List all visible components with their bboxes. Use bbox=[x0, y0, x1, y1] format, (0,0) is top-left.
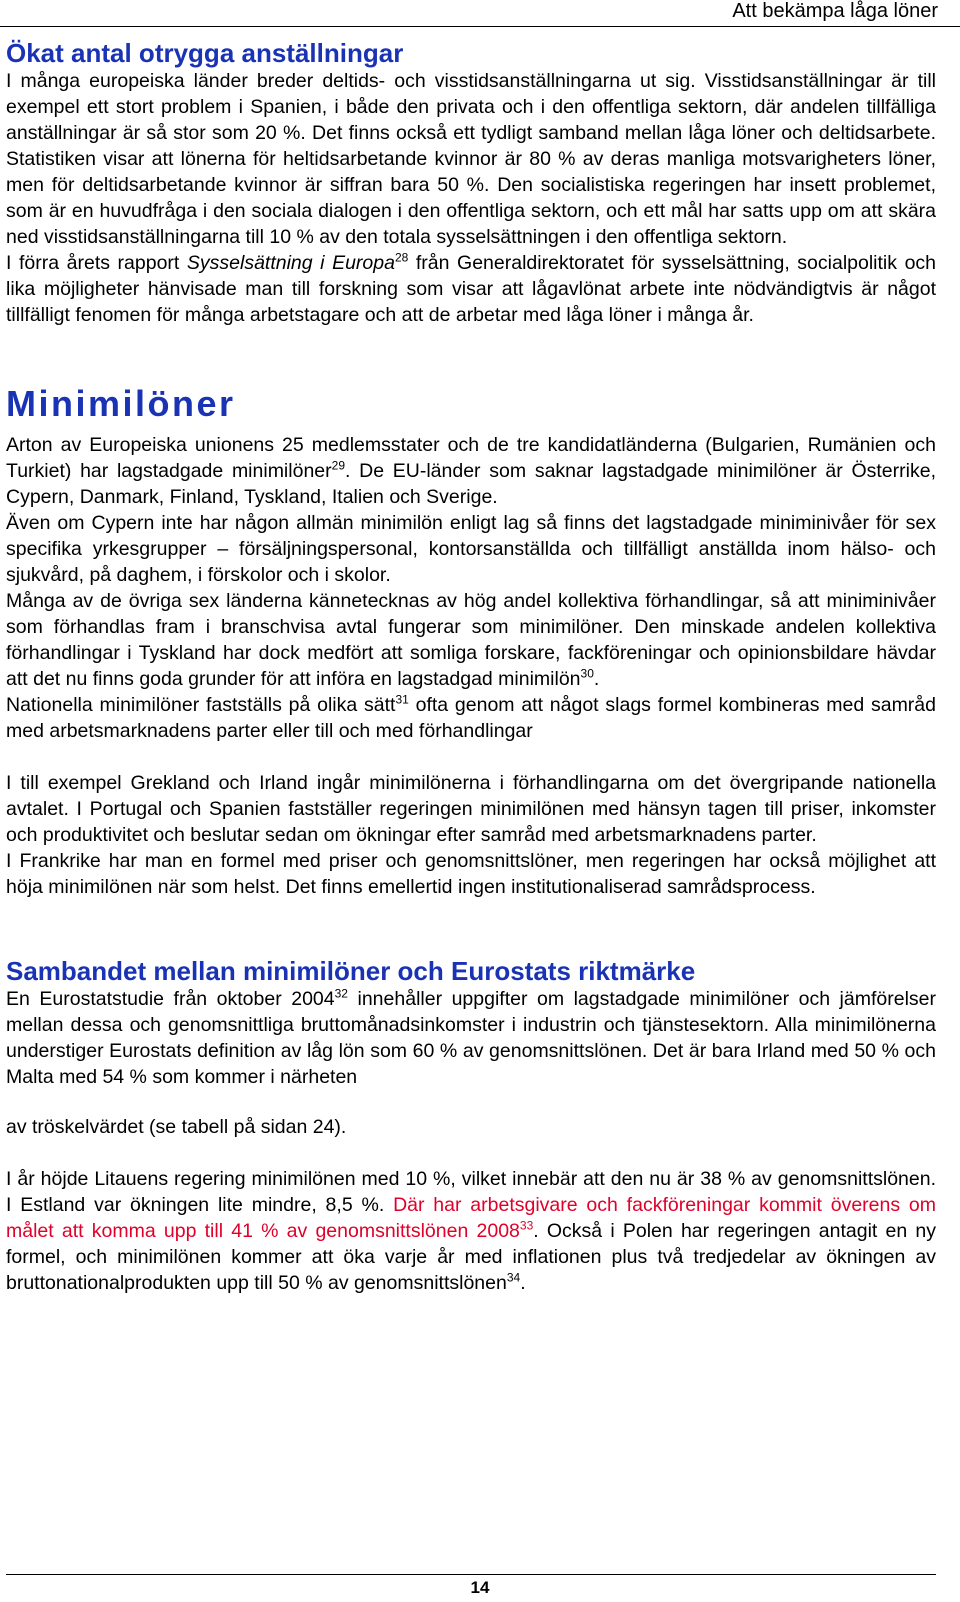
section-heading-eurostat-benchmark: Sambandet mellan minimilöner och Eurostats riktmärke bbox=[6, 956, 696, 986]
footnote-ref: 30 bbox=[580, 666, 594, 681]
running-title: Att bekämpa låga löner bbox=[732, 0, 938, 22]
footer-rule bbox=[6, 1574, 936, 1575]
header-rule bbox=[0, 26, 960, 27]
page-header bbox=[0, 0, 960, 24]
paragraph: av tröskelvärdet (se tabell på sidan 24). bbox=[6, 1116, 347, 1138]
section-heading-minimum-wages: Minimilöner bbox=[6, 383, 236, 424]
section-heading-insecure-jobs: Ökat antal otrygga anställningar bbox=[6, 38, 404, 68]
footnote-ref: 29 bbox=[331, 458, 345, 473]
paragraph: I förra årets rapport Sysselsättning i Europa$^{28}$ från Generaldirektoratet för sysselsättning, socialpolitik och lika möjligheter hänvisade man till forskning som visar att lågavlönat arbete inte nödvändigtvis är något tillfälligt fenomen för många arbetstagare och att de arbetar med låga löner i många år. bbox=[6, 250, 937, 326]
paragraph: I många europeiska länder breder deltids- och visstidsanställningarna ut sig. Visstidsanställningar är till exempel ett stort problem i Spanien, i både den privata och i den offentliga sektorn, där andelen tillfälliga anställningar är så stor som 20 %. Det finns också ett tydligt samband mellan låga löner och deltidsarbete. Statistiken visar att lönerna för heltidsarbetande kvinnor är 80 % av deras manliga motsvarigheters löner, men för deltidsarbetande kvinnor är siffran bara 50 %. Den socialistiska regeringen har insett problemet, som är en huvudfråga i den sociala dialogen i den offentliga sektorn, och ett mål har satts upp om att skära ned visstidsanställningarna till 10 % av den totala sysselsättningen i den offentliga sektorn. bbox=[6, 70, 936, 248]
paragraph: Även om Cypern inte har någon allmän minimilön enligt lag så finns det lagstadgade miniminivåer för sex specifika yrkesgrupper – försäljningspersonal, kontorsanställda och tillfälligt anställda inom hälso- och sjukvård, på daghem, i förskolor och i skolor. bbox=[6, 512, 936, 586]
footnote-ref: 31 bbox=[395, 692, 409, 707]
footnote-ref: 33 bbox=[519, 1218, 534, 1233]
paragraph: I Frankrike har man en formel med priser och genomsnittslöner, men regeringen har också möjlighet att höja minimilönen när som helst. Det finns emellertid ingen institutionaliserad samrådsprocess. bbox=[6, 850, 936, 898]
highlighted-text: Där har arbetsgivare och fackföreningar kommit överens om målet att komma upp till 41 % av genomsnittslönen 2008 bbox=[6, 1194, 937, 1242]
page-number: 14 bbox=[470, 1578, 490, 1597]
paragraph: Många av de övriga sex länderna kännetecknas av hög andel kollektiva förhandlingar, så att miniminivåer som förhandlas fram i branschvisa avtal fungerar som minimilöner. Den minskade andelen kollektiva förhandlingar i Tyskland har dock medfört att somliga forskare, fackföreningar och opinionsbildare hävdar att det nu finns goda grunder för att införa en lagstadgad minimilön$^{30}$. bbox=[6, 590, 936, 690]
paragraph: Nationella minimilöner fastställs på olika sätt$^{31}$ ofta genom att något slags formel kombineras med samråd med arbetsmarknadens parter eller till och med förhandlingar bbox=[6, 692, 936, 742]
page-body bbox=[6, 38, 936, 1296]
footnote-ref: 28 bbox=[394, 250, 409, 265]
paragraph: Arton av Europeiska unionens 25 medlemsstater och de tre kandidatländerna (Bulgarien, Rumänien och Turkiet) har lagstadgade minimilöner$^{29}$. De EU-länder som saknar lagstadgade minimilöner är Österrike, Cypern, Danmark, Finland, Tyskland, Italien och Sverige. bbox=[6, 434, 936, 508]
report-title: Sysselsättning i Europa bbox=[186, 252, 395, 274]
paragraph: I år höjde Litauens regering minimilönen med 10 %, vilket innebär att den nu är 38 % av genomsnittslönen. I Estland var ökningen lite mindre, 8,5 %. Där har arbetsgivare och fackföreningar kommit överens om målet att komma upp till 41 % av genomsnittslönen 2008$^{33}$. Också i Polen har regeringen antagit en ny formel, och minimilönen kommer att öka varje år med inflationen plus två tredjedelar av ökningen av bruttonationalprodukten upp till 50 % av genomsnittslönen$^{34}$. bbox=[6, 1168, 937, 1294]
footnote-ref: 34 bbox=[506, 1270, 521, 1285]
footnote-ref: 32 bbox=[334, 986, 348, 1001]
paragraph: En Eurostatstudie från oktober 2004$^{32}$ innehåller uppgifter om lagstadgade minimilöner och jämförelser mellan dessa och genomsnittliga bruttomånadsinkomster i industrin och tjänstesektorn. Alla minimilönerna understiger Eurostats definition av låg lön som 60 % av genomsnittslönen. Det är bara Irland med 50 % och Malta med 54 % som kommer i närheten bbox=[6, 986, 937, 1088]
paragraph: I till exempel Grekland och Irland ingår minimilönerna i förhandlingarna om det övergripande nationella avtalet. I Portugal och Spanien fastställer regeringen minimilönen med hänsyn tagen till priser, inkomster och produktivitet och beslutar sedan om ökningar efter samråd med arbetsmarknadens parter. bbox=[6, 772, 936, 846]
